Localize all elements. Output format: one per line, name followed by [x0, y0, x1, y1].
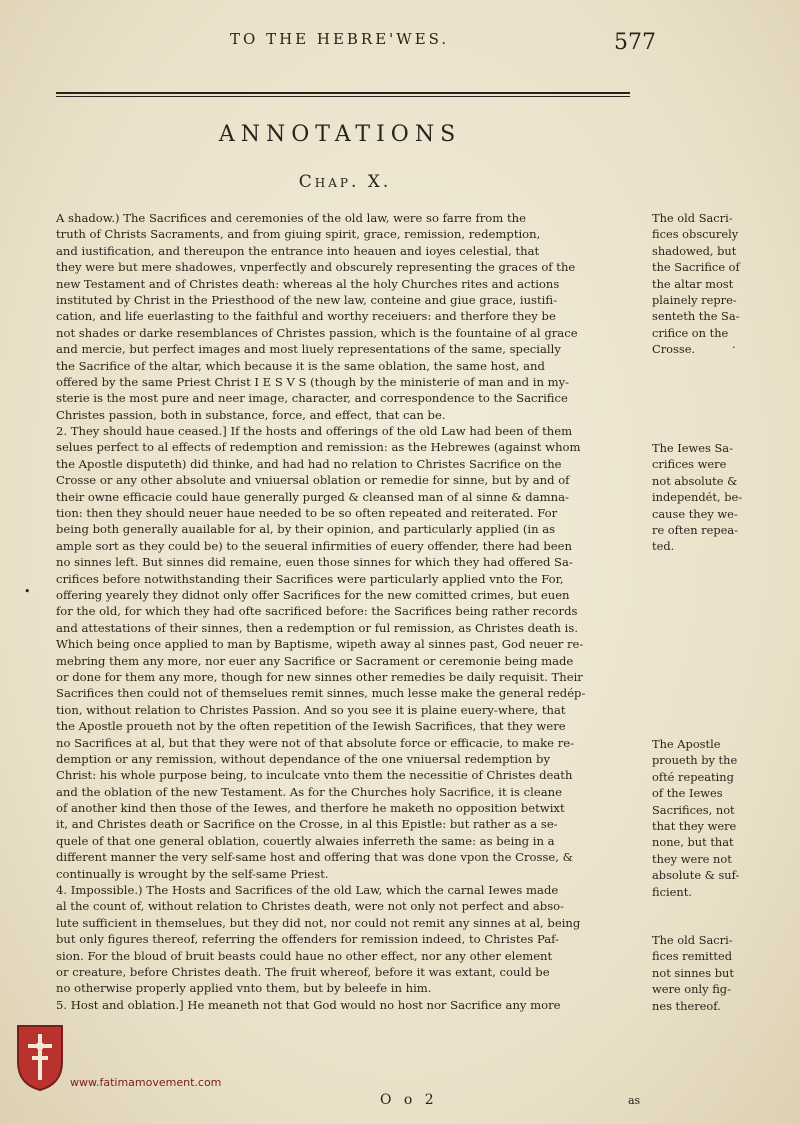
margin-note-line: fices remitted	[652, 949, 733, 964]
margin-dot: •	[24, 585, 31, 598]
text-line: truth of Christs Sacraments, and from giuing spirit, grace, remission, redemption,	[56, 227, 541, 242]
margin-note-line: ficient.	[652, 884, 692, 899]
text-line: Christes passion, both in substance, force, and effect, that can be.	[56, 407, 446, 422]
text-line: Christ: his whole purpose being, to inculcate vnto them the necessitie of Christes death	[56, 768, 573, 783]
margin-note-line: of the Iewes	[652, 786, 723, 801]
margin-note-line: Crosse.	[652, 342, 696, 357]
annotation-text	[56, 210, 646, 1013]
text-line: new Testament and of Christes death: whereas al the holy Churches rites and actions	[56, 276, 560, 291]
text-line: sion. For the bloud of bruit beasts could haue no other effect, nor any other element	[56, 948, 553, 963]
text-line: ample sort as they could be) to the seueral infirmities of euery offender, there had been	[56, 538, 572, 553]
margin-note-line: not absolute &	[652, 473, 738, 488]
text-line: and iustification, and thereupon the entrance into heauen and ioyes celestial, that	[56, 243, 540, 258]
margin-note-line: The old Sacri-	[652, 211, 733, 225]
text-line: al the count of, without relation to Christes death, were not only not perfect and abso-	[56, 899, 565, 914]
text-line: offered by the same Priest Christ I E S V S (though by the ministerie of man and in my-	[56, 374, 570, 389]
signature-mark: O o 2	[380, 1092, 438, 1108]
text-line: offering yearely they didnot only offer Sacrifices for the new comitted crimes, but euen	[56, 587, 570, 602]
margin-note-line: ted.	[652, 539, 675, 554]
seal-logo-icon	[14, 1022, 66, 1092]
margin-note-line: ofté repeating	[652, 769, 734, 784]
text-line: tion: then they should neuer haue needed to be so often repeated and reiterated. For	[56, 506, 558, 521]
text-line: and attestations of their sinnes, then a redemption or ful remission, as Christes death is.	[56, 620, 579, 635]
page-number: 577	[614, 30, 656, 55]
text-line: and the oblation of the new Testament. As for the Churches holy Sacrifice, it is cleane	[56, 784, 562, 799]
text-line: lute sufficient in themselues, but they did not, nor could not remit any sinnes at al, being	[56, 915, 581, 930]
section-title: ANNOTATIONS	[218, 122, 462, 147]
text-line: no sinnes left. But sinnes did remaine, euen those sinnes for which they had offered Sa-	[56, 555, 573, 570]
text-line: mebring them any more, nor euer any Sacrifice or Sacrament or ceremonie being made	[56, 653, 574, 668]
margin-note-line: Sacrifices, not	[652, 802, 735, 817]
margin-note-line: the altar most	[652, 276, 734, 291]
catchword: as	[628, 1094, 641, 1107]
text-line: the Sacrifice of the altar, which because it is the same oblation, the same host, and	[56, 358, 545, 373]
text-line: 5. Host and oblation.] He meaneth not that God would no host nor Sacrifice any more	[56, 997, 561, 1012]
text-line: it, and Christes death or Sacrifice on the Crosse, in al this Epistle: but rather as a se-	[56, 817, 558, 832]
text-line: no Sacrifices at al, but that they were not of that absolute force or efficacie, to make re-	[56, 735, 575, 750]
margin-note-line: senteth the Sa-	[652, 309, 740, 324]
margin-note-line: that they were	[652, 819, 737, 834]
text-line: of another kind then those of the Iewes, and therfore he maketh no opposition betwixt	[56, 801, 565, 816]
margin-note-line: The Iewes Sa-	[652, 441, 733, 455]
margin-note-line: re often repea-	[652, 523, 739, 538]
text-line: their owne efficacie could haue generally purged & cleansed man of al sinne & damna-	[56, 489, 569, 504]
header-rule	[56, 92, 630, 94]
text-line: 2. They should haue ceased.] If the hosts and offerings of the old Law had been of them	[56, 424, 573, 439]
margin-note-line: shadowed, but	[652, 243, 737, 258]
text-line: they were but mere shadowes, vnperfectly and obscurely representing the graces of the	[56, 260, 576, 275]
margin-note-line: not sinnes but	[652, 965, 734, 980]
text-line: sterie is the most pure and neer image, character, and correspondence to the Sacrifice	[56, 391, 568, 406]
text-line: quele of that one general oblation, couertly alwaies inferreth the same: as being in a	[56, 833, 555, 848]
text-line: and mercie, but perfect images and most liuely representations of the same, specially	[56, 342, 561, 357]
text-line: cation, and life euerlasting to the faithful and worthy receiuers: and therfore they be	[56, 309, 556, 324]
margin-note-line: proueth by the	[652, 753, 738, 768]
margin-note	[652, 440, 800, 555]
margin-note	[652, 210, 800, 358]
header-rule-thin	[56, 96, 630, 97]
running-head: TO THE HEBRE'WES.	[230, 30, 450, 48]
text-line: continually is wrought by the self-same Priest.	[56, 866, 329, 881]
margin-note-line: the Sacrifice of	[652, 260, 740, 275]
text-line: the Apostle proueth not by the often repetition of the Iewish Sacrifices, that they were	[56, 719, 566, 734]
text-line: tion, without relation to Christes Passion. And so you see it is plaine euery-where, that	[56, 702, 566, 717]
margin-note-line: were only fig-	[652, 982, 731, 997]
margin-note-line: plainely repre-	[652, 293, 737, 308]
watermark: www.fatimamovement.com	[70, 1076, 222, 1089]
margin-note-line: The Apostle	[652, 737, 721, 751]
text-line: Which being once applied to man by Baptisme, wipeth away al sinnes past, God neuer re-	[56, 637, 584, 652]
text-line: not shades or darke resemblances of Christes passion, which is the fountaine of al grace	[56, 325, 578, 340]
margin-note-line: nes thereof.	[652, 998, 721, 1013]
text-line: for the old, for which they had ofte sacrificed before: the Sacrifices being rather records	[56, 604, 578, 619]
text-line: Crosse or any other absolute and vniuersal oblation or remedie for sinne, but by and of	[56, 473, 570, 488]
margin-note	[652, 736, 800, 900]
margin-note-line: none, but that	[652, 835, 734, 850]
text-line: 4. Impossible.) The Hosts and Sacrifices of the old Law, which the carnal Iewes made	[56, 883, 559, 898]
text-line: A shadow.) The Sacrifices and ceremonies of the old law, were so farre from the	[56, 211, 526, 225]
margin-dot: .	[732, 338, 736, 351]
text-line: the Apostle disputeth) did thinke, and had had no relation to Christes Sacrifice on the	[56, 456, 562, 471]
margin-note-line: they were not	[652, 851, 732, 866]
margin-note-line: cause they we-	[652, 506, 738, 521]
text-line: or creature, before Christes death. The fruit whereof, before it was extant, could be	[56, 964, 550, 979]
margin-note-line: independét, be-	[652, 490, 743, 505]
text-line: no otherwise properly applied vnto them, but by beleefe in him.	[56, 981, 432, 996]
margin-note-line: fices obscurely	[652, 227, 739, 242]
text-line: or done for them any more, though for new sinnes other remedies be daily requisit. Their	[56, 669, 583, 684]
text-line: demption or any remission, without dependance of the one vniuersal redemption by	[56, 751, 551, 766]
margin-note-line: The old Sacri-	[652, 933, 733, 947]
text-line: crifices before notwithstanding their Sacrifices were particularly applied vnto the For,	[56, 571, 564, 586]
margin-note	[652, 932, 800, 1014]
text-line: selues perfect to al effects of redemption and remission: as the Hebrewes (against whom	[56, 440, 581, 455]
text-line: different manner the very self-same host and offering that was done vpon the Crosse, &	[56, 850, 573, 865]
margin-note-line: crifice on the	[652, 325, 729, 340]
margin-note-line: crifices were	[652, 457, 727, 472]
text-line: Sacrifices then could not of themselues remit sinnes, much lesse make the general redép-	[56, 686, 586, 701]
chapter-heading: Chap. X.	[298, 172, 392, 192]
margin-note-line: absolute & suf-	[652, 868, 740, 883]
text-line: instituted by Christ in the Priesthood of the new law, conteine and giue grace, iustifi-	[56, 292, 558, 307]
text-line: being both generally auailable for al, by their opinion, and particularly applied (in as	[56, 522, 556, 537]
text-line: but only figures thereof, referring the offenders for remission indeed, to Christes Paf-	[56, 932, 559, 947]
